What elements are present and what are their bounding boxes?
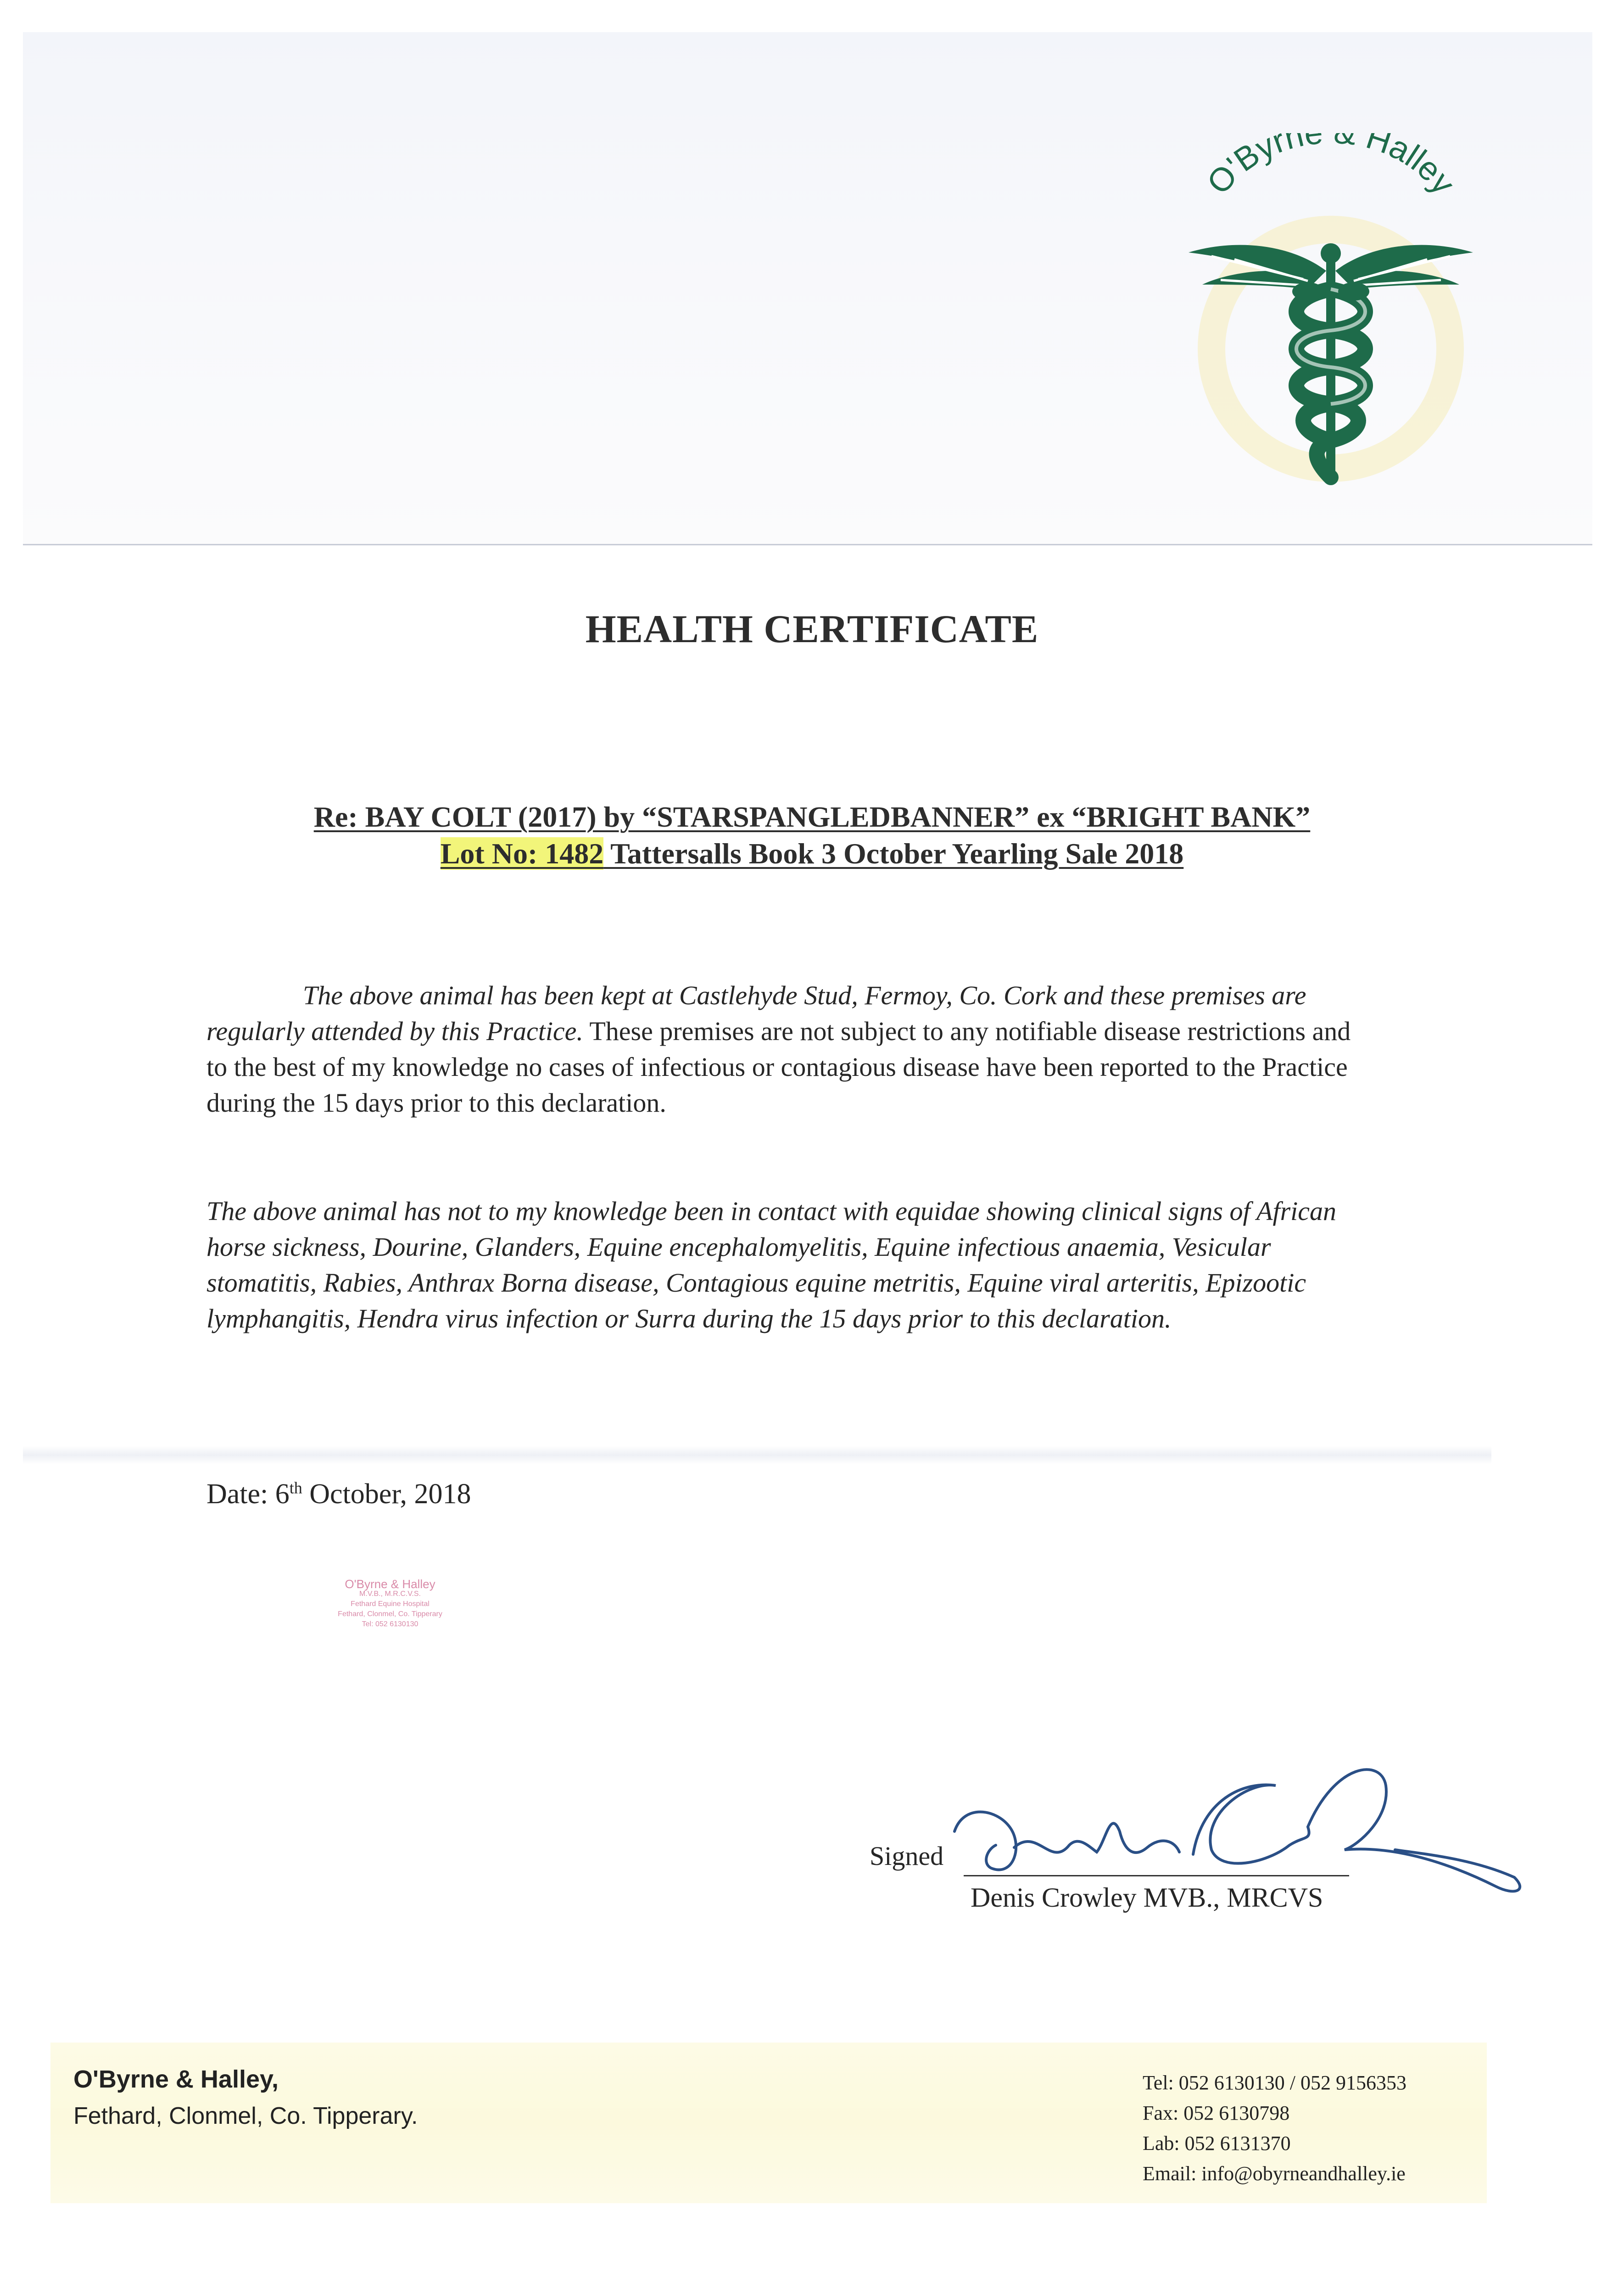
date-rest: October, 2018 (302, 1478, 471, 1510)
signed-label: Signed (870, 1841, 944, 1871)
footer-email[interactable]: Email: info@obyrneandhalley.ie (1143, 2162, 1406, 2185)
stamp-line-1: O'Byrne & Halley (345, 1577, 435, 1591)
scan-artifact-band (23, 1446, 1491, 1464)
footer-practice-name: O'Byrne & Halley, (73, 2066, 279, 2093)
footer-address: Fethard, Clonmel, Co. Tipperary. (73, 2103, 418, 2129)
paragraph-premises (206, 978, 1354, 1121)
paragraph-premises-rest: These premises are not subject to any notifiable disease restrictions and to the best of my knowledge no cases of infectious or contagious disease have been reported to the Practice during the 15 days prior to this declaration. (206, 1016, 1351, 1118)
declaration-date (206, 1478, 471, 1511)
stamp-line-2: M.V.B., M.R.C.V.S. (359, 1590, 421, 1598)
caduceus-icon (1170, 133, 1491, 500)
stamp-line-3: Fethard Equine Hospital (351, 1600, 430, 1608)
signer-name: Denis Crowley MVB., MRCVS (971, 1882, 1323, 1913)
footer-fax: Fax: 052 6130798 (1143, 2102, 1290, 2124)
signature-line (964, 1875, 1349, 1876)
practice-stamp (294, 1579, 486, 1629)
date-label: Date: 6 (206, 1478, 290, 1510)
sale-name: Tattersalls Book 3 October Yearling Sale 2018 (603, 837, 1184, 870)
footer-address-block (73, 2061, 418, 2134)
subject-line-2 (0, 835, 1624, 872)
footer-contact-block (1143, 2068, 1406, 2189)
subject-line-1: Re: BAY COLT (2017) by “STARSPANGLEDBANNER” ex “BRIGHT BANK” (313, 800, 1311, 833)
paragraph-contact: The above animal has not to my knowledge been in contact with equidae showing clinical signs of African horse sickness, Dourine, Glanders, Equine encephalomyelitis, Equine infectious anaemia, Vesicular stomatitis, Rabies, Anthrax Borna disease, Contagious equine metritis, Equine viral arteritis, Epizootic lymphangitis, Hendra virus infection or Surra during the 15 days prior to this declaration. (206, 1196, 1336, 1333)
paragraph-premises-italic: The above animal has been kept at Castlehyde Stud, Fermoy, Co. Cork and these premises are regularly attended by this Practice. (206, 980, 1306, 1046)
header-divider (23, 544, 1592, 545)
stamp-line-5: Tel: 052 6130130 (362, 1620, 419, 1628)
footer-tel: Tel: 052 6130130 / 052 9156353 (1143, 2071, 1407, 2094)
date-ordinal: th (289, 1478, 302, 1497)
logo-text: O'Byrne Halley (1200, 133, 1462, 202)
practice-logo (1170, 133, 1491, 500)
subject-block (0, 799, 1624, 872)
lot-number-highlight: Lot No: 1482 (440, 837, 604, 870)
document-title: HEALTH CERTIFICATE (585, 607, 1039, 651)
footer-lab: Lab: 052 6131370 (1143, 2132, 1291, 2155)
svg-text:O'Byrne & Halley (1200, 133, 1462, 201)
stamp-line-4: Fethard, Clonmel, Co. Tipperary (338, 1610, 442, 1618)
